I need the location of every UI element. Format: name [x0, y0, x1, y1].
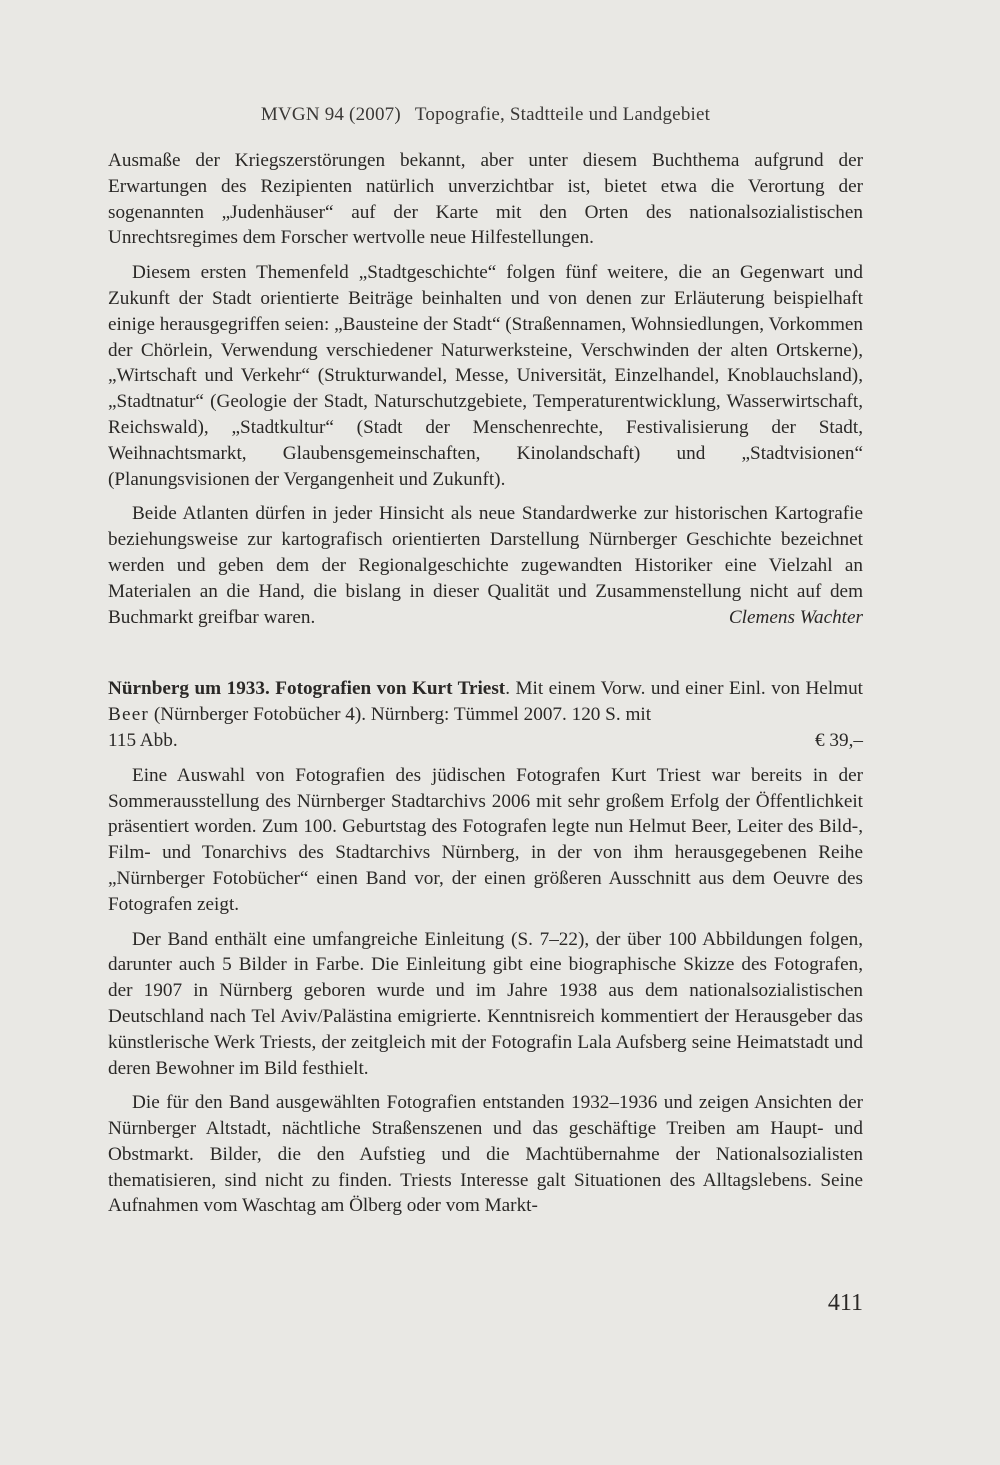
running-header	[108, 104, 863, 126]
review1-paragraph-1: Ausmaße der Kriegszerstörungen bekannt, aber unter diesem Buchthema aufgrund der Erwartungen des Rezipienten natürlich unverzichtbar ist, bietet etwa die Verortung der sogenannten „Judenhäuser“ auf der Karte mit den Orten des nationalsozialistischen Unrechtsregimes dem Forscher wertvolle neue Hilfestellungen.	[108, 150, 863, 249]
review2-paragraph-3: Die für den Band ausgewählten Fotografien entstanden 1932–1936 und zeigen Ansichten der Nürnberger Altstadt, nächtliche Straßenszenen und das geschäftige Treiben am Haupt- und Obstmarkt. Bilder, die den Aufstieg und die Machtübernahme der Nationalsozialisten thematisieren, sind nicht zu finden. Triests Interesse galt Situationen des Alltagslebens. Seine Aufnahmen vom Waschtag am Ölberg oder vom Markt-	[108, 1092, 863, 1217]
review2-bib-text-a: . Mit einem Vorw. und einer Einl. von Helmut	[505, 678, 864, 700]
review2-price-line	[108, 728, 863, 754]
review2-bibliographic-entry	[108, 676, 863, 728]
section-title: Topografie, Stadtteile und Landgebiet	[414, 104, 711, 125]
review2-price: € 39,–	[815, 729, 863, 751]
review2-paragraph-1: Eine Auswahl von Fotografien des jüdischen Fotografen Kurt Triest war bereits in der Sommerausstellung des Nürnberger Stadtarchivs 2006 mit sehr großem Erfolg der Öffentlichkeit präsentiert worden. Zum 100. Geburtstag des Fotografen legte nun Helmut Beer, Leiter des Bild-, Film- und Tonarchivs des Stadtarchivs Nürnberg, in der von ihm herausgegebenen Reihe „Nürnberger Fotobücher“ einen Band vor, der einen größeren Ausschnitt aus dem Oeuvre des Fotografen zeigt.	[108, 764, 863, 915]
review2-paragraph-2: Der Band enthält eine umfangreiche Einleitung (S. 7–22), der über 100 Abbildungen folgen, darunter auch 5 Bilder in Farbe. Die Einleitung gibt eine biographische Skizze des Fotografen, der 1907 in Nürnberg geboren wurde und im Jahre 1938 aus dem nationalsozialistischen Deutschland nach Tel Aviv/Palästina emigrierte. Kenntnisreich kommentiert der Herausgeber das künstlerische Werk Triests, der zeitgleich mit der Fotografin Lala Aufsberg seine Heimatstadt und deren Bewohner im Bild festhielt.	[108, 928, 863, 1079]
review1-paragraph-3-text: Beide Atlanten dürfen in jeder Hinsicht als neue Standardwerke zur historischen Kartografie beziehungsweise zur kartografisch orientierten Darstellung Nürnberger Geschichte bezeichnet werden und geben dem der Regionalgeschichte zugewandten Historiker eine Vielzahl an Materialen an die Hand, die bislang in dieser Qualität und Zusammenstellung nicht auf dem Buchmarkt greifbar waren.	[108, 503, 863, 628]
review1-paragraph-3	[108, 501, 863, 630]
review2-bib-text-b: (Nürnberger Fotobücher 4). Nürnberg: Tümmel 2007. 120 S. mit	[149, 704, 652, 726]
page-body	[108, 148, 863, 1219]
review1-paragraph-2: Diesem ersten Themenfeld „Stadtgeschichte“ folgen fünf weitere, die an Gegenwart und Zukunft der Stadt orientierte Beiträge beinhalten und von denen zur Erläuterung beispielhaft einige herausgegriffen seien: „Bausteine der Stadt“ (Straßennamen, Wohnsiedlungen, Vorkommen der Chörlein, Verwendung verschiedener Naturwerksteine, Verschwinden der alten Ortskerne), „Wirtschaft und Verkehr“ (Strukturwandel, Messe, Universität, Einzelhandel, Knoblauchsland), „Stadtnatur“ (Geologie der Stadt, Naturschutzgebiete, Temperaturentwicklung, Wasserwirtschaft, Reichswald), „Stadtkultur“ (Stadt der Menschenrechte, Festivalisierung der Stadt, Weihnachtsmarkt, Glaubensgemeinschaften, Kinolandschaft) und „Stadtvisionen“ (Planungsvisionen der Vergangenheit und Zukunft).	[108, 262, 863, 490]
review2-editor-name: Beer	[108, 704, 150, 726]
reviewer-signature: Clemens Wachter	[728, 606, 863, 628]
journal-reference: MVGN 94 (2007)	[260, 104, 401, 125]
review2-illustration-count: 115 Abb.	[108, 729, 178, 751]
review2-book-title: Nürnberg um 1933. Fotografien von Kurt Triest	[108, 678, 506, 700]
page-number: 411	[827, 1290, 863, 1316]
document-page	[108, 0, 863, 1465]
